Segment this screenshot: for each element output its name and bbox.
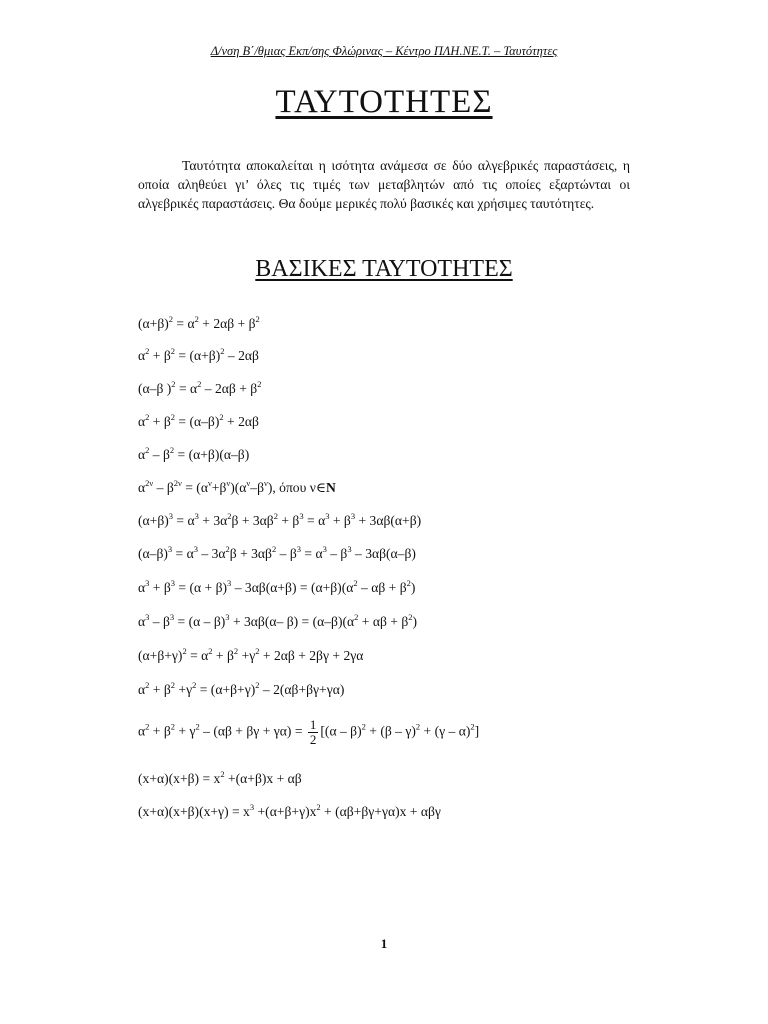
formula-13: $\alpha^2 + \beta^2 + \gamma^2 - (\alpha\beta + \beta\gamma + \gamma\alpha)$ = $\frac{1}{2}$ [(α – β)$^2$ + (β – γ)$^2$ + (γ – α)$^2$] (138, 717, 480, 747)
formula-15: $(x+\alpha)(x+\beta)(x+\gamma) = x^3 +(\alpha+\beta+\gamma)x^2 + (\alpha\beta+\beta\gamma+\gamma\alpha)x + \alpha\beta\gamma$ (138, 802, 441, 819)
formula-6: $\alpha^{2\nu} - \beta^{2\nu} = (\alpha^\nu+\beta^\nu)(\alpha^\nu-\beta^\nu)$, όπου ν∈N (138, 478, 336, 495)
formula-3: (α–β )$^2 = \alpha^2 - 2\alpha\beta + \beta^2$ (138, 379, 262, 396)
formula-4: $\alpha^2 + \beta^2 = (\alpha-\beta)^2 + 2\alpha\beta$ (138, 412, 259, 429)
page-header: Δ/νση Β΄/θμιας Εκπ/σης Φλώρινας – Κέντρο ΠΛΗ.ΝΕ.Τ. – Ταυτότητες (210, 44, 558, 58)
fraction: $\frac{1}{2}$ (309, 717, 317, 747)
formula-10: $\alpha^3 - \beta^3 = (\alpha - \beta)^3 + 3\alpha\beta(\alpha-$ $\beta) = (\alpha-\beta)(\alpha^2 + \alpha\beta + \beta^2)$ (138, 612, 418, 629)
formula-11: $(\alpha+\beta+\gamma)^2 = \alpha^2 + \beta^2 +\gamma^2 + 2\alpha\beta + 2\beta\gamma + 2\gamma\alpha$ (138, 646, 364, 663)
page-number: 1 (380, 936, 388, 951)
formula-5: $\alpha^2 - \beta^2 = (\alpha+\beta)(\alpha-\beta)$ (138, 445, 250, 462)
formula-9: $\alpha^3 + \beta^3 = (\alpha + \beta)^3 - 3\alpha\beta(\alpha+\beta) = (\alpha+\beta)(\alpha^2 - \alpha\beta + \beta^2)$ (138, 578, 416, 595)
formula-7: $(\alpha+\beta)^3 = \alpha^3 + 3\alpha^2\beta + 3\alpha\beta^2 + \beta^3 = \alpha^3 + \beta^3 + 3\alpha\beta(\alpha+\beta)$ (138, 511, 422, 528)
page-title: ΤΑΥΤΟΤΗΤΕΣ (275, 84, 493, 120)
formula-1: $(\alpha+\beta)^2 = \alpha^2 + 2\alpha\beta + \beta^2$ (138, 314, 260, 331)
formula-2: $\alpha^2 + \beta^2 = (\alpha+\beta)^2 - 2\alpha\beta$ (138, 346, 259, 363)
formula-12: $\alpha^2 + \beta^2 +\gamma^2 = (\alpha+\beta+\gamma)^2 - 2(\alpha\beta+\beta\gamma+\gamma\alpha)$ (138, 680, 345, 697)
formula-14: $(x+\alpha)(x+\beta) = x^2 +(\alpha+\beta)x + \alpha\beta$ (138, 769, 302, 786)
section-title: ΒΑΣΙΚΕΣ ΤΑΥΤΟΤΗΤΕΣ (255, 256, 513, 282)
intro-paragraph: Ταυτότητα αποκαλείται η ισότητα ανάμεσα σε δύο αλγεβρικές παραστάσεις, η οποία αληθεύει γι’ όλες τις τιμές των μεταβλητών από τις οποίες εξαρτώνται οι αλγεβρικές παραστάσεις. Θα δούμε μερικές πολύ βασικές και χρήσιμες ταυτότητες. (138, 158, 630, 211)
formula-8: $(\alpha-\beta)^3 = \alpha^3 - 3\alpha^2\beta + 3\alpha\beta^2 - \beta^3 = \alpha^3 - \beta^3 - 3\alpha\beta(\alpha-\beta)$ (138, 544, 416, 561)
